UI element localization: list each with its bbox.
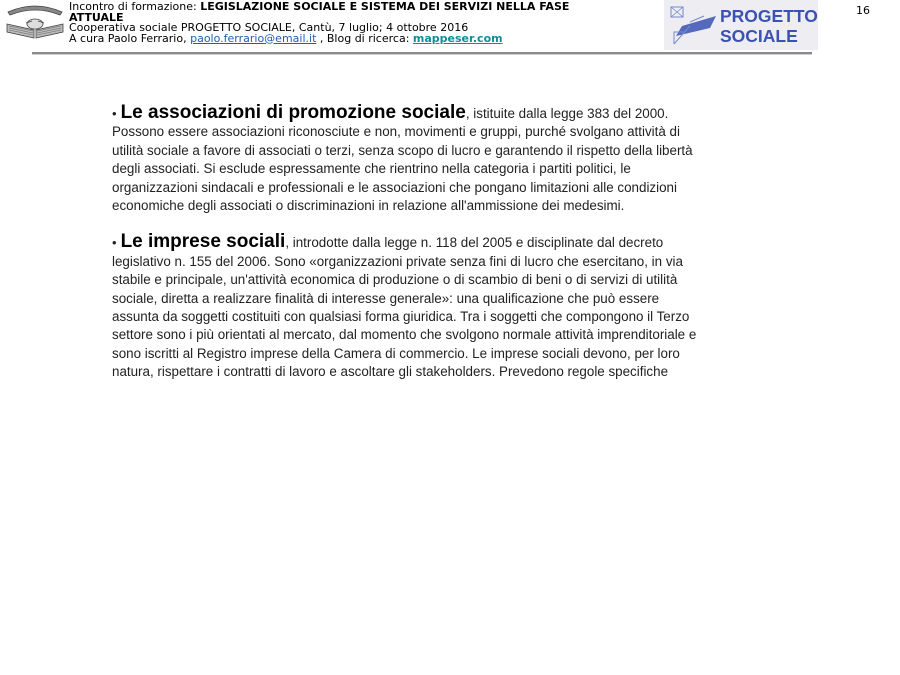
geometric-logo-icon: [670, 6, 718, 46]
bullet-icon: •: [112, 106, 117, 121]
email-link[interactable]: paolo.ferrario@email.it: [190, 31, 317, 45]
course-line: [69, 2, 569, 13]
paragraph-body: , istituite dalla legge 383 del 2000. Possono essere associazioni riconosciute e non, movimenti e gruppi, purché svolgano attività di utilità sociale a favore di associati o terzi, senza scopo di lucro e garantendo il rispetto della libertà degli associati. Si esclude espressamente che rientrino nella categoria i partiti politici, le organizzazioni sindacali e professionali e le associazioni che pongano limitazioni alle condizioni economiche degli associati o discriminazioni in relazione all'ammissione dei medesimi.: [112, 106, 693, 214]
slide-content: [112, 104, 702, 400]
curator-line: [69, 31, 569, 45]
brand-line-1: PROGETTO: [720, 6, 818, 26]
paragraph-heading: Le associazioni di promozione sociale: [120, 102, 466, 123]
brand-text: [720, 6, 818, 46]
paragraph-imprese: [112, 233, 702, 381]
progetto-sociale-logo: [664, 0, 818, 50]
header-info: [69, 2, 569, 44]
brand-line-2: SOCIALE: [720, 26, 798, 46]
paragraph-associazioni: [112, 104, 702, 215]
course-prefix: Incontro di formazione:: [69, 0, 201, 13]
bullet-icon: •: [112, 235, 117, 251]
page-number: 16: [856, 4, 870, 17]
course-title-cont: ATTUALE: [69, 10, 124, 24]
course-title: LEGISLAZIONE SOCIALE E SISTEMA DEI SERVIZI NELLA FASE: [200, 0, 570, 13]
header-divider: [32, 52, 812, 55]
book-handshake-logo-icon: [4, 2, 66, 42]
curator-prefix: A cura Paolo Ferrario,: [69, 31, 191, 45]
paragraph-body: , introdotte dalla legge n. 118 del 2005 e disciplinate dal decreto legislativo n. 155 del 2006. Sono «organizzazioni private senza fini di lucro che esercitano, in via stabile e principale, un'attività economica di produzione o di scambio di beni o di servizi di utilità sociale, diretta a realizzare finalità di interesse generale»: una qualificazione che può essere assunta da soggetti costituiti con qualsiasi forma giuridica. Tra i soggetti che compongono il Terzo settore sono i più orientati al mercato, dal momento che svolgono normale attività imprenditoriale e sono iscritti al Registro imprese della Camera di commercio. Le imprese sociali devono, per loro natura, rispettare i contratti di lavoro e ascoltare gli stakeholders. Prevedono regole specifiche: [112, 235, 697, 380]
blog-link[interactable]: mappeser.com: [412, 31, 503, 45]
paragraph-heading: Le imprese sociali: [120, 231, 286, 253]
organizer-line: Cooperativa sociale PROGETTO SOCIALE, Cantù, 7 luglio; 4 ottobre 2016: [69, 21, 469, 34]
page-header: [0, 0, 900, 56]
blog-prefix: , Blog di ricerca:: [316, 31, 413, 45]
